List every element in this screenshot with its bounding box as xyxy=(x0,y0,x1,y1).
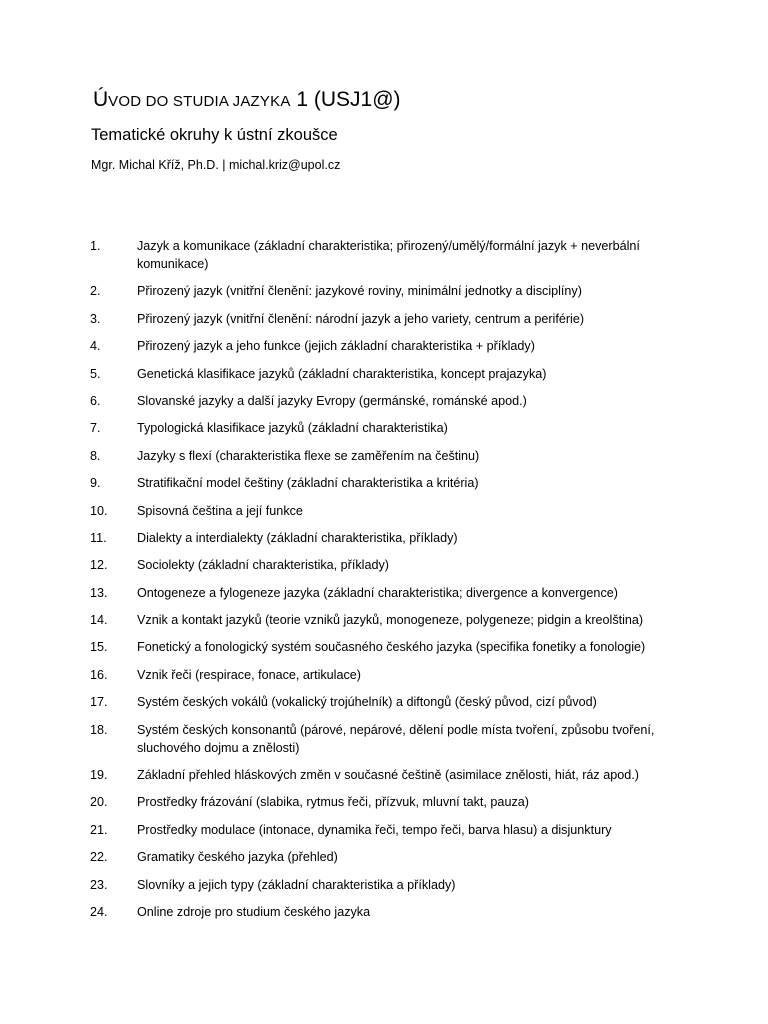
list-item xyxy=(90,502,690,520)
author-line: Mgr. Michal Kříž, Ph.D. | michal.kriz@upol.cz xyxy=(91,158,341,172)
title-rest: 1 (USJ1@) xyxy=(290,88,401,111)
topic-number: 24. xyxy=(90,904,108,919)
topic-number: 12. xyxy=(90,558,108,573)
list-item xyxy=(90,721,690,757)
list-item xyxy=(90,876,690,894)
list-item xyxy=(90,611,690,629)
topic-text: Slovanské jazyky a další jazyky Evropy (germánské, románské apod.) xyxy=(137,393,527,408)
topic-text: Ontogeneze a fylogeneze jazyka (základní charakteristika; divergence a konvergence) xyxy=(137,585,618,600)
list-item xyxy=(90,693,690,711)
topic-text: Prostředky modulace (intonace, dynamika řeči, tempo řeči, barva hlasu) a disjunktury xyxy=(137,822,612,837)
topic-text: Gramatiky českého jazyka (přehled) xyxy=(137,850,338,865)
topic-number: 22. xyxy=(90,850,108,865)
topic-text: Dialekty a interdialekty (základní charakteristika, příklady) xyxy=(137,530,458,545)
list-item xyxy=(90,529,690,547)
topic-text: Stratifikační model češtiny (základní charakteristika a kritéria) xyxy=(137,476,479,491)
list-item xyxy=(90,584,690,602)
topic-text: Sociolekty (základní charakteristika, příklady) xyxy=(137,558,389,573)
list-item xyxy=(90,903,690,921)
list-item xyxy=(90,282,690,300)
topic-number: 1. xyxy=(90,239,101,253)
list-item xyxy=(90,848,690,866)
topic-text: Systém českých vokálů (vokalický trojúhelník) a diftongů (český původ, cizí původ) xyxy=(137,695,597,710)
list-item xyxy=(90,237,690,273)
topic-text: Systém českých konsonantů (párové, nepárové, dělení podle místa tvoření, způsobu tvoření, sluchového dojmu a znělosti) xyxy=(137,722,655,755)
topic-number: 7. xyxy=(90,421,101,436)
topic-text: Přirozený jazyk a jeho funkce (jejich základní charakteristika + příklady) xyxy=(137,339,535,354)
topic-text: Slovníky a jejich typy (základní charakteristika a příklady) xyxy=(137,877,456,892)
topic-number: 21. xyxy=(90,822,108,837)
topic-number: 3. xyxy=(90,311,101,326)
title-initial: Ú xyxy=(93,88,109,111)
topic-text: Fonetický a fonologický systém současného českého jazyka (specifika fonetiky a fonologie) xyxy=(137,640,646,655)
topic-number: 5. xyxy=(90,366,101,381)
topic-text: Typologická klasifikace jazyků (základní charakteristika) xyxy=(137,421,448,436)
topic-number: 9. xyxy=(90,476,101,491)
list-item xyxy=(90,638,690,656)
list-item xyxy=(90,447,690,465)
list-item xyxy=(90,337,690,355)
topic-number: 23. xyxy=(90,877,108,892)
list-item xyxy=(90,821,690,839)
list-item xyxy=(90,793,690,811)
topic-text: Genetická klasifikace jazyků (základní charakteristika, koncept prajazyka) xyxy=(137,366,547,381)
topic-text: Spisovná čeština a její funkce xyxy=(137,503,303,518)
document-title xyxy=(93,86,401,116)
topic-number: 14. xyxy=(90,613,108,628)
topic-number: 4. xyxy=(90,339,101,354)
topic-text: Přirozený jazyk (vnitřní členění: jazykové roviny, minimální jednotky a disciplíny) xyxy=(137,284,582,299)
topic-number: 11. xyxy=(90,530,107,545)
topic-number: 16. xyxy=(90,667,108,682)
topic-text: Online zdroje pro studium českého jazyka xyxy=(137,904,371,919)
document-subtitle: Tematické okruhy k ústní zkoušce xyxy=(91,126,338,144)
topic-text: Jazyky s flexí (charakteristika flexe se zaměřením na češtinu) xyxy=(137,448,480,463)
list-item xyxy=(90,310,690,328)
topic-number: 20. xyxy=(90,795,108,810)
topic-number: 10. xyxy=(90,503,108,518)
topic-number: 15. xyxy=(90,640,108,655)
list-item xyxy=(90,365,690,383)
topic-text: Prostředky frázování (slabika, rytmus řeči, přízvuk, mluvní takt, pauza) xyxy=(137,795,529,810)
topic-number: 8. xyxy=(90,448,101,463)
topic-text: Přirozený jazyk (vnitřní členění: národní jazyk a jeho variety, centrum a periférie) xyxy=(137,311,585,326)
list-item xyxy=(90,392,690,410)
topic-number: 13. xyxy=(90,585,108,600)
topic-text: Jazyk a komunikace (základní charakteristika; přirozený/umělý/formální jazyk + neverbální komunikace) xyxy=(137,239,640,271)
list-item xyxy=(90,419,690,437)
title-smallcaps: VOD DO STUDIA JAZYKA xyxy=(108,93,291,110)
topic-text: Základní přehled hláskových změn v současné češtině (asimilace znělosti, hiát, ráz apod.) xyxy=(137,768,639,783)
topic-number: 17. xyxy=(90,695,108,710)
topic-number: 2. xyxy=(90,284,101,299)
list-item xyxy=(90,556,690,574)
list-item xyxy=(90,666,690,684)
list-item xyxy=(90,474,690,492)
topic-number: 6. xyxy=(90,393,101,408)
topic-number: 18. xyxy=(90,722,108,737)
topic-list xyxy=(90,237,690,930)
list-item xyxy=(90,766,690,784)
topic-number: 19. xyxy=(90,768,108,783)
topic-text: Vznik řeči (respirace, fonace, artikulace) xyxy=(137,667,361,682)
topic-text: Vznik a kontakt jazyků (teorie vzniků jazyků, monogeneze, polygeneze; pidgin a kreolština) xyxy=(137,613,644,628)
